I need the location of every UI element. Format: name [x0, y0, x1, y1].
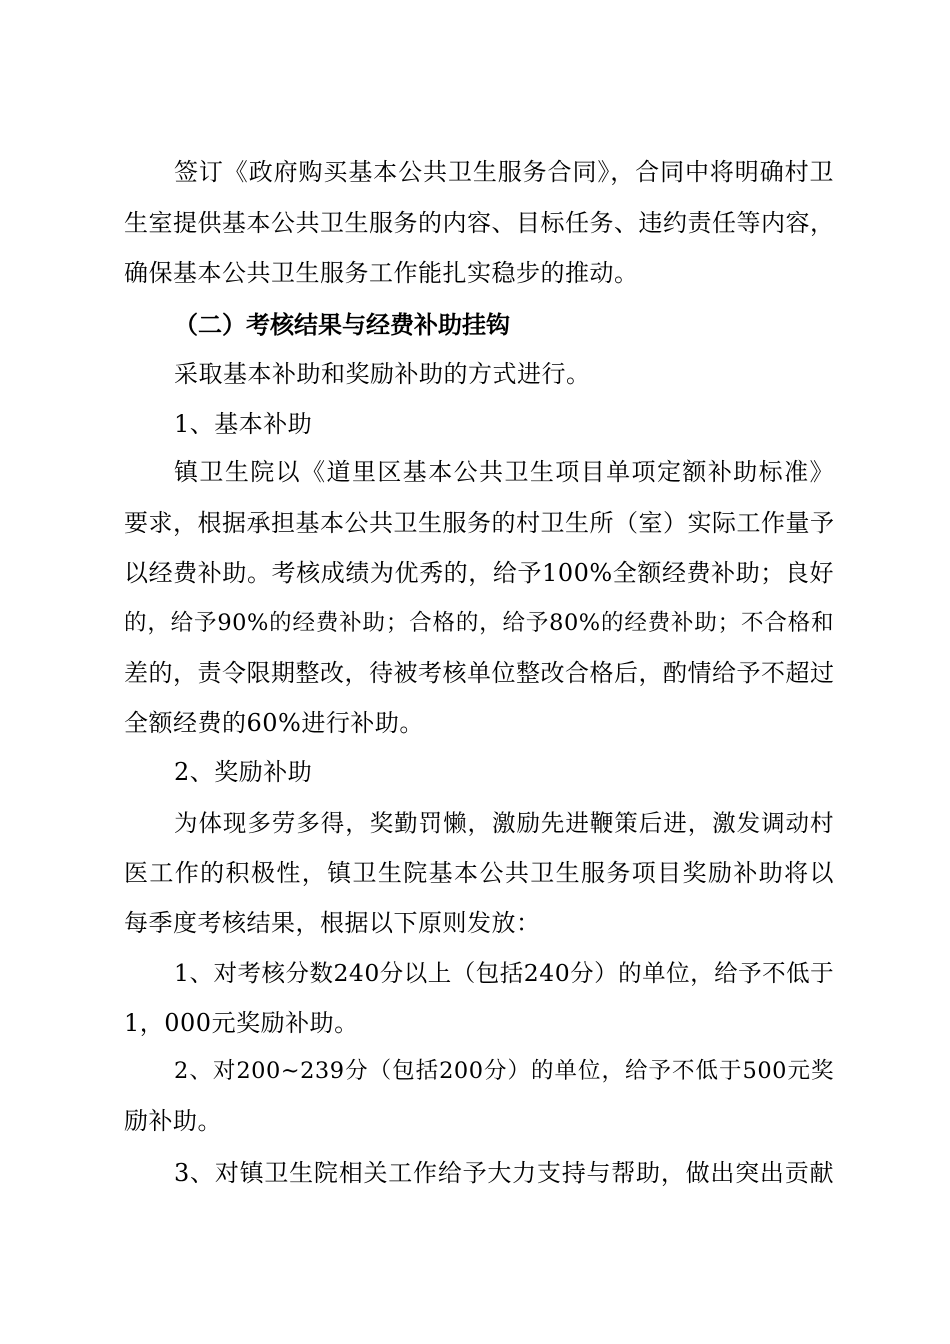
- paragraph-line: 为体现多劳多得，奖勤罚懒，激励先进鞭策后进，激发调动村: [174, 809, 834, 837]
- paragraph-line: 确保基本公共卫生服务工作能扎实稳步的推动。: [124, 259, 639, 287]
- list-item-line: 1，000元奖励补助。: [124, 1009, 359, 1037]
- list-item-line: 2、对200~239分（包括200分）的单位，给予不低于500元奖: [174, 1058, 834, 1084]
- section-heading: （二）考核结果与经费补助挂钩: [174, 311, 510, 339]
- subheading-basic-subsidy: 1、基本补助: [174, 410, 313, 438]
- paragraph-line: 要求，根据承担基本公共卫生服务的村卫生所（室）实际工作量予: [124, 509, 835, 537]
- list-item-line: 励补助。: [124, 1107, 222, 1135]
- paragraph-line: 的，给予90%的经费补助；合格的，给予80%的经费补助；不合格和: [124, 610, 834, 636]
- subheading-reward-subsidy: 2、奖励补助: [174, 758, 313, 786]
- paragraph-line: 签订《政府购买基本公共卫生服务合同》，合同中将明确村卫: [174, 158, 834, 186]
- paragraph-line: 差的，责令限期整改，待被考核单位整改合格后，酌情给予不超过: [124, 659, 835, 687]
- paragraph-line: 全额经费的60%进行补助。: [124, 709, 424, 737]
- list-item-line: 3、对镇卫生院相关工作给予大力支持与帮助，做出突出贡献: [174, 1159, 834, 1187]
- paragraph-line: 采取基本补助和奖励补助的方式进行。: [174, 360, 591, 388]
- paragraph-line: 医工作的积极性，镇卫生院基本公共卫生服务项目奖励补助将以: [124, 859, 834, 887]
- paragraph-line: 镇卫生院以《道里区基本公共卫生项目单项定额补助标准》: [174, 458, 834, 486]
- paragraph-line: 生室提供基本公共卫生服务的内容、目标任务、违约责任等内容，: [124, 209, 835, 237]
- paragraph-line: 以经费补助。考核成绩为优秀的，给予100%全额经费补助；良好: [124, 559, 834, 587]
- list-item-line: 1、对考核分数240分以上（包括240分）的单位，给予不低于: [174, 959, 835, 987]
- paragraph-line: 每季度考核结果，根据以下原则发放：: [124, 909, 541, 937]
